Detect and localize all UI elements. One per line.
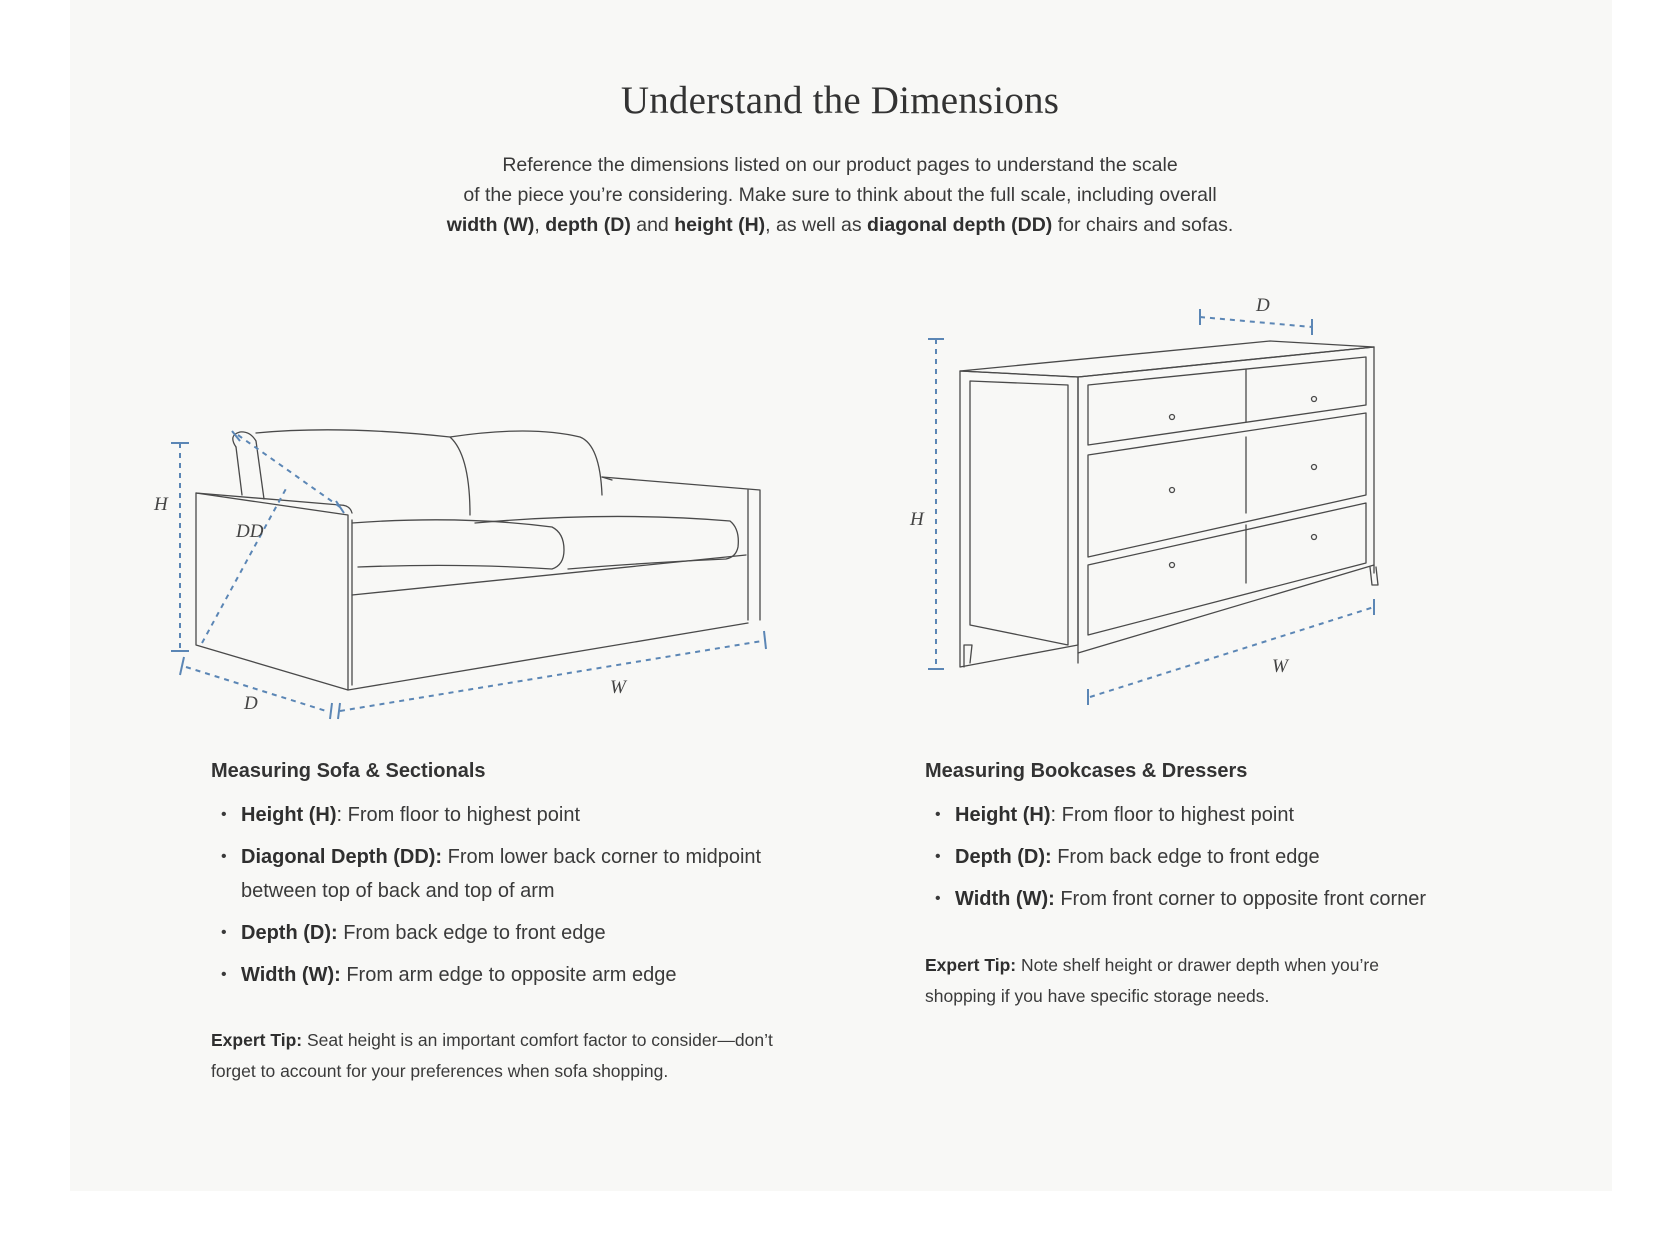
spec-term: Height (H) [241, 804, 337, 826]
sofa-expert-tip [211, 1025, 781, 1087]
dresser-label-h: H [910, 509, 924, 530]
intro-line-1: Reference the dimensions listed on our product pages to understand the scale [502, 154, 1178, 176]
sofa-section-title: Measuring Sofa & Sectionals [211, 760, 486, 782]
intro-end: for chairs and sofas. [1052, 214, 1234, 236]
spec-term: Depth (D): [241, 922, 338, 944]
intro-width-term: width (W) [446, 214, 535, 236]
list-item [211, 958, 771, 992]
dresser-dimension-ticks [928, 309, 1374, 705]
spec-term: Depth (D): [955, 846, 1052, 868]
spec-desc: From arm edge to opposite arm edge [340, 964, 677, 986]
sofa-label-d: D [244, 693, 258, 714]
sofa-label-w: W [610, 677, 626, 698]
tip-text: Note shelf height or drawer depth when you’re shopping if you have specific storage needs. [925, 955, 1379, 1006]
list-item [925, 840, 1525, 874]
list-item [211, 840, 771, 908]
dresser-label-w: W [1272, 656, 1288, 677]
intro-line-2: of the piece you’re considering. Make sure to think about the full scale, including overall [463, 184, 1217, 206]
page-title: Understand the Dimensions [620, 79, 1060, 122]
intro-sep: , [534, 214, 546, 236]
sofa-sketch [196, 430, 760, 690]
tip-label: Expert Tip: [211, 1030, 303, 1050]
spec-desc: : From floor to highest point [1050, 804, 1294, 826]
spec-desc: From back edge to front edge [1051, 846, 1320, 868]
tip-label: Expert Tip: [925, 955, 1017, 975]
intro-aswell: , as well as [765, 214, 868, 236]
spec-desc: From front corner to opposite front corner [1054, 888, 1427, 910]
list-item [925, 882, 1525, 916]
dresser-label-d: D [1256, 295, 1270, 316]
list-item [925, 798, 1525, 832]
dresser-spec-list [925, 798, 1525, 924]
dresser-section-title: Measuring Bookcases & Dressers [925, 760, 1248, 782]
spec-desc: From back edge to front edge [337, 922, 606, 944]
dresser-dimension-lines [936, 317, 1374, 697]
intro-paragraph [340, 150, 1340, 240]
tip-text: Seat height is an important comfort factor to consider—don’t forget to account for your preferences when sofa shopping. [211, 1030, 773, 1081]
sofa-label-dd: DD [236, 521, 264, 542]
dresser-expert-tip [925, 950, 1395, 1012]
intro-height-term: height (H) [674, 214, 766, 236]
list-item [211, 916, 771, 950]
dresser-dimension-diagram [900, 285, 1440, 725]
intro-depth-term: depth (D) [545, 214, 631, 236]
intro-diagonal-term: diagonal depth (DD) [867, 214, 1053, 236]
sofa-dimension-diagram [140, 395, 820, 725]
spec-term: Height (H) [955, 804, 1051, 826]
spec-term: Width (W): [955, 888, 1055, 910]
spec-term: Diagonal Depth (DD): [241, 846, 443, 868]
spec-term: Width (W): [241, 964, 341, 986]
sofa-spec-list [211, 798, 771, 1000]
intro-and: and [630, 214, 675, 236]
spec-desc: : From floor to highest point [336, 804, 580, 826]
sofa-label-h: H [154, 494, 168, 515]
spec-desc: From lower back corner to midpoint between top of back and top of arm [241, 846, 762, 902]
list-item [211, 798, 771, 832]
dresser-sketch [960, 341, 1378, 667]
